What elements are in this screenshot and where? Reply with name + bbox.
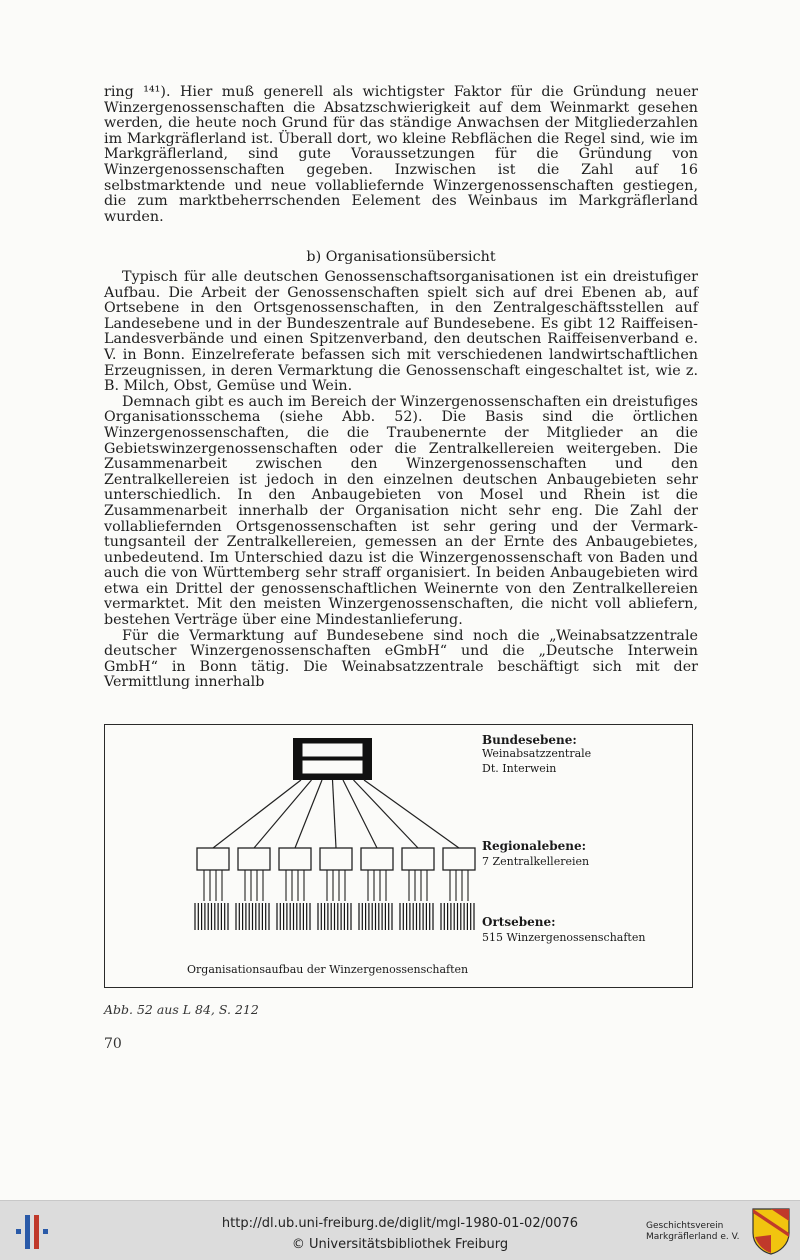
diagram-inner-caption: Organisationsaufbau der Winzergenossenschaften [187,963,469,976]
connector-line [364,780,459,848]
connector-line [354,780,419,848]
federal-level-line-2: Dt. Interwein [482,762,557,775]
figure-caption: Abb. 52 aus L 84, S. 212 [104,1002,259,1017]
local-level-title: Ortsebene: [482,915,556,929]
organization-diagram [104,724,693,988]
regional-box [320,848,352,870]
local-level-bars [195,903,474,930]
connector-lines [213,780,459,848]
regional-box [279,848,311,870]
section-heading: b) Organisationsübersicht [306,249,496,265]
coat-of-arms-icon [751,1207,791,1255]
body-text-top [104,85,698,225]
footer-url-link[interactable]: http://dl.ub.uni-freiburg.de/diglit/mgl-1980-01-02/0076 [221,1216,579,1231]
society-name [646,1221,739,1243]
federal-level-title: Bundesebene: [482,733,577,747]
connector-line [295,780,322,848]
page-number: 70 [104,1036,122,1052]
regional-level-title: Regionalebene: [482,839,587,853]
federal-level-line-1: Weinabsatzzentrale [482,747,592,760]
paragraph-1: ring ¹⁴¹). Hier muß generell als wichtigster Faktor für die Gründung neuer Winzergenossenschaften die Absatzschwierigkeit auf dem Weinmarkt gesehen werden, die heute noch Grund für das ständige Anwachsen der Mitgliederzahlen im Markgräflerland ist. Überall dort, wo kleine Rebflächen die Regel sind, wie im Markgräflerland, sind gute Voraussetzungen für die Gründung von Winzergenossenschaften gegeben. Inzwischen ist die Zahl auf 16 selbstmarktende und neue vollabliefernde Winzergenossenschaften gestiegen, die zum marktbeherrschenden Eelement des Weinbaus im Markgräflerland wurden. [104,84,698,225]
connector-line [333,780,337,848]
society-name-line-2: Markgräflerland e. V. [646,1232,740,1242]
regional-box [361,848,393,870]
federal-level-box [293,738,372,780]
paragraph-3: Demnach gibt es auch im Bereich der Winzergenossenschaften ein dreistufiges Organisationsschema (siehe Abb. 52). Die Basis sind die örtlichen Winzergenossenschaften, die die Traubenernte der Mitglieder an die Gebietswinzergenossenschaften oder die Zentralkellereien weitergeben. Die Zusammenarbeit zwischen den Winzergenossenschaften und den Zentralkellereien ist jedoch in den einzelnen deutschen Anbaugebieten sehr unterschiedlich. In den Anbaugebieten von Mosel und Rhein ist die Zusammenarbeit innerhalb der Organisation nicht sehr eng. Die Zahl der vollabliefernden Ortsgenossenschaften ist sehr gering und der Vermarktungsanteil der Zentralkellereien, gemessen an der Ernte des Anbaugebietes, unbedeutend. Im Unterschied dazu ist die Winzergenossenschaft von Baden und auch die von Württemberg sehr straff organisiert. In beiden Anbaugebieten wird etwa ein Drittel der genossenschaftlichen Weinernte von den Zentralkellereien vermarktet. Mit den meisten Winzergenossenschaften, die nicht voll abliefern, bestehen Verträge über eine Mindestanlieferung. [104,393,698,629]
regional-level-boxes [197,848,475,870]
regional-box [443,848,475,870]
society-name-line-1: Geschichtsverein [646,1221,724,1231]
connector-line [254,780,312,848]
connector-line [343,780,377,848]
regional-level-line-1: 7 Zentralkellereien [482,855,590,868]
regional-box [197,848,229,870]
diagram-graphic [105,725,694,989]
connector-line [213,780,301,848]
body-text-main [104,270,698,691]
footer-bar [0,1200,800,1260]
regional-stems [204,870,468,901]
paragraph-2: Typisch für alle deutschen Genossenschaftsorganisationen ist ein dreistufiger Aufbau. Die Arbeit der Genossenschaften spielt sich auf drei Ebenen ab, auf Ortsebene in den Ortsgenossenschaften, in den Zentralgeschäftsstellen auf Landesebene und in der Bundeszentrale auf Bundesebene. Es gibt 12 Raiffeisen-Landesverbände und einen Spitzenverband, den deutschen Raiffeisenverband e. V. in Bonn. Einzelreferate befassen sich mit verschiedenen landwirtschaftlichen Erzeugnissen, in deren Vermarktung die Genossenschaft eingeschaltet ist, wie z. B. Milch, Obst, Gemüse und Wein. [104,269,698,395]
regional-box [238,848,270,870]
footer-copyright: © Universitätsbibliothek Freiburg [291,1237,509,1252]
local-level-line-1: 515 Winzergenossenschaften [482,931,646,944]
paragraph-4: Für die Vermarktung auf Bundesebene sind noch die „Weinabsatzzentrale deutscher Winzergenossenschaften eGmbH“ und die „Deutsche Interwein GmbH“ in Bonn tätig. Die Weinabsatzzentrale beschäftigt sich mit der Vermittlung innerhalb [104,627,698,691]
regional-box [402,848,434,870]
